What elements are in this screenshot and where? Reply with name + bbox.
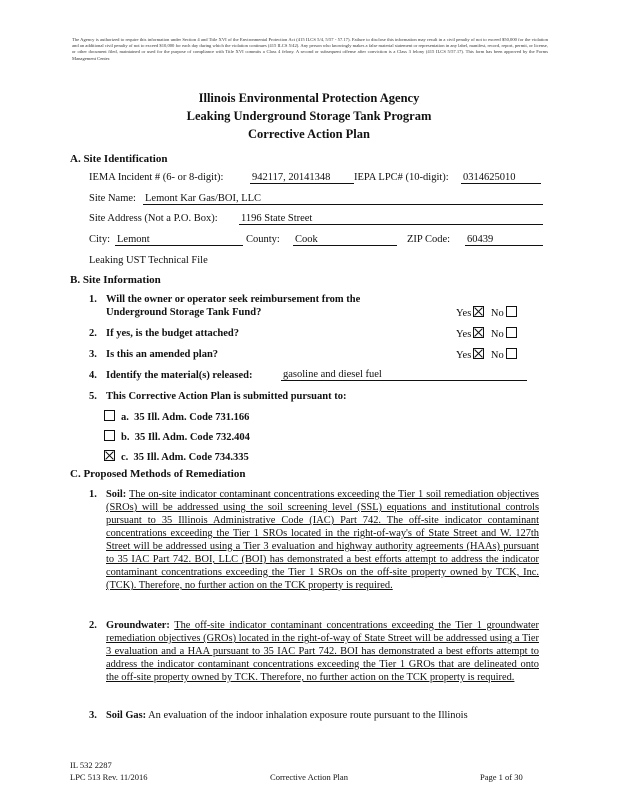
form-id: IL 532 2287 [70, 760, 112, 770]
question-3-answer [456, 348, 517, 361]
technical-file-note: Leaking UST Technical File [89, 255, 208, 266]
groundwater-text: The off-site indicator contaminant concentrations exceeding the Tier 1 groundwater remediation objectives (GROs) located in the right-of-way of State Street will be addressed using a Tier 3 evaluation and a HAA pursuant to 35 IAC Part 742. BOI has demonstrated a best efforts attempt to address the indicator contaminant concentrations exceeding the Tier 1 GROs that are delineated onto the off-site property owned by TCK. Therefore, no further action on the TCK property is required. [106, 620, 540, 683]
page-number: Page 1 of 30 [480, 772, 523, 782]
question-1-no-checkbox[interactable] [506, 306, 517, 317]
program-title: Leaking Underground Storage Tank Program [186, 109, 432, 123]
option-a [104, 410, 249, 424]
agency-title: Illinois Environmental Protection Agency [198, 91, 420, 105]
yes-label: Yes [456, 308, 472, 319]
question-2-answer [456, 327, 517, 340]
option-a-text: 35 Ill. Adm. Code 731.166 [134, 412, 250, 423]
no-label: No [490, 329, 504, 340]
option-b [104, 430, 250, 444]
soil-gas-label: Soil Gas: [106, 710, 147, 721]
question-3-no-checkbox[interactable] [506, 348, 517, 359]
site-address-field[interactable]: 1196 State Street [239, 213, 543, 225]
yes-label: Yes [456, 350, 472, 361]
site-name-label: Site Name: [89, 193, 136, 204]
question-2-yes-checkbox[interactable] [473, 327, 484, 338]
soil-gas-paragraph [106, 709, 546, 722]
no-label: No [490, 308, 504, 319]
iema-incident-label: IEMA Incident # (6- or 8-digit): [89, 172, 224, 183]
no-label: No [490, 350, 504, 361]
form-revision: LPC 513 Rev. 11/2016 [70, 772, 148, 782]
question-1-number: 1. [89, 294, 97, 305]
yes-label: Yes [456, 329, 472, 340]
groundwater-paragraph [106, 619, 539, 684]
groundwater-label: Groundwater: [106, 620, 170, 631]
soil-label: Soil: [106, 489, 127, 500]
option-a-checkbox[interactable] [104, 410, 115, 421]
legal-notice: The Agency is authorized to require this information under Section 4 and Title XVI of the Environmental Protection Act (415 ILCS 5/4, 5/57 - 57.17). Failure to disclose this information may result in a civil penalty of not to exceed $50,000 for the violation and an additional civil penalty of not to exceed $10,000 for each day during which the violation continues (415 ILCS 5/42). Any person who knowingly makes a false material statement or representation in any label, manifest, record, report, permit, or license, or other document filed, maintained or used for the purpose of compliance with Title XVI commits a Class 4 felony. A second or subsequent offense after conviction is a Class 3 felony (415 ILCS 5/57.17). This form has been approved by the Forms Management Center. [72, 37, 548, 61]
city-label: City: [89, 234, 111, 245]
soil-gas-number: 3. [89, 710, 97, 721]
lpc-number-field[interactable]: 0314625010 [461, 172, 541, 184]
option-c-letter: c. [121, 452, 129, 463]
question-4-text: Identify the material(s) released: [106, 370, 253, 381]
zip-field[interactable]: 60439 [465, 234, 543, 246]
county-label: County: [246, 234, 280, 245]
footer-title: Corrective Action Plan [270, 772, 348, 782]
iema-incident-field[interactable]: 942117, 20141348 [250, 172, 354, 184]
groundwater-number: 2. [89, 620, 97, 631]
option-b-letter: b. [121, 432, 130, 443]
option-c-checkbox[interactable] [104, 450, 115, 461]
section-c-heading: C. Proposed Methods of Remediation [70, 468, 246, 480]
question-1-text-line1: Will the owner or operator seek reimbursement from the [106, 294, 361, 305]
question-1-yes-checkbox[interactable] [473, 306, 484, 317]
question-5-text: This Corrective Action Plan is submitted pursuant to: [106, 391, 347, 402]
question-3-number: 3. [89, 349, 97, 360]
option-c [104, 450, 249, 464]
soil-gas-text: An evaluation of the indoor inhalation exposure route pursuant to the Illinois [148, 710, 468, 721]
material-released-field[interactable]: gasoline and diesel fuel [281, 369, 527, 381]
zip-label: ZIP Code: [407, 234, 451, 245]
question-4-number: 4. [89, 370, 97, 381]
county-field[interactable]: Cook [293, 234, 397, 246]
option-c-text: 35 Ill. Adm. Code 734.335 [133, 452, 249, 463]
lpc-number-label: IEPA LPC# (10-digit): [354, 172, 449, 183]
question-3-text: Is this an amended plan? [106, 349, 219, 360]
site-name-field[interactable]: Lemont Kar Gas/BOI, LLC [143, 193, 543, 205]
soil-text: The on-site indicator contaminant concentrations exceeding the Tier 1 soil remediation objectives (SROs) will be addressed using the soil screening level (SSL) equations and institutional controls pursuant to 35 Illinois Administrative Code (IAC) Part 742. The off-site indicator contaminant concentrations exceeding the Tier 1 SROs located in the right-of-way's of State Street and W. 127th Street will be addressed using a Tier 3 evaluation and highway authority agreements (HAAs) pursuant to 35 IAC Part 742. BOI, LLC (BOI) has demonstrated a best efforts attempt to address the indicator contaminant concentrations exceeding the Tier 1 SROs on the off-site property owned by TCK, Inc. (TCK). Therefore, no further action on the TCK property is required. [106, 489, 539, 591]
soil-number: 1. [89, 489, 97, 500]
section-a-heading: A. Site Identification [70, 153, 168, 165]
option-a-letter: a. [121, 412, 129, 423]
soil-paragraph [106, 488, 539, 592]
form-title: Corrective Action Plan [248, 127, 370, 141]
section-b-heading: B. Site Information [70, 274, 161, 286]
option-b-text: 35 Ill. Adm. Code 732.404 [134, 432, 250, 443]
option-b-checkbox[interactable] [104, 430, 115, 441]
question-1-text-line2: Underground Storage Tank Fund? [106, 307, 262, 318]
question-2-number: 2. [89, 328, 97, 339]
question-1-answer [456, 306, 517, 319]
city-field[interactable]: Lemont [115, 234, 243, 246]
question-5-number: 5. [89, 391, 97, 402]
site-address-label: Site Address (Not a P.O. Box): [89, 213, 218, 224]
question-2-text: If yes, is the budget attached? [106, 328, 239, 339]
question-3-yes-checkbox[interactable] [473, 348, 484, 359]
question-2-no-checkbox[interactable] [506, 327, 517, 338]
